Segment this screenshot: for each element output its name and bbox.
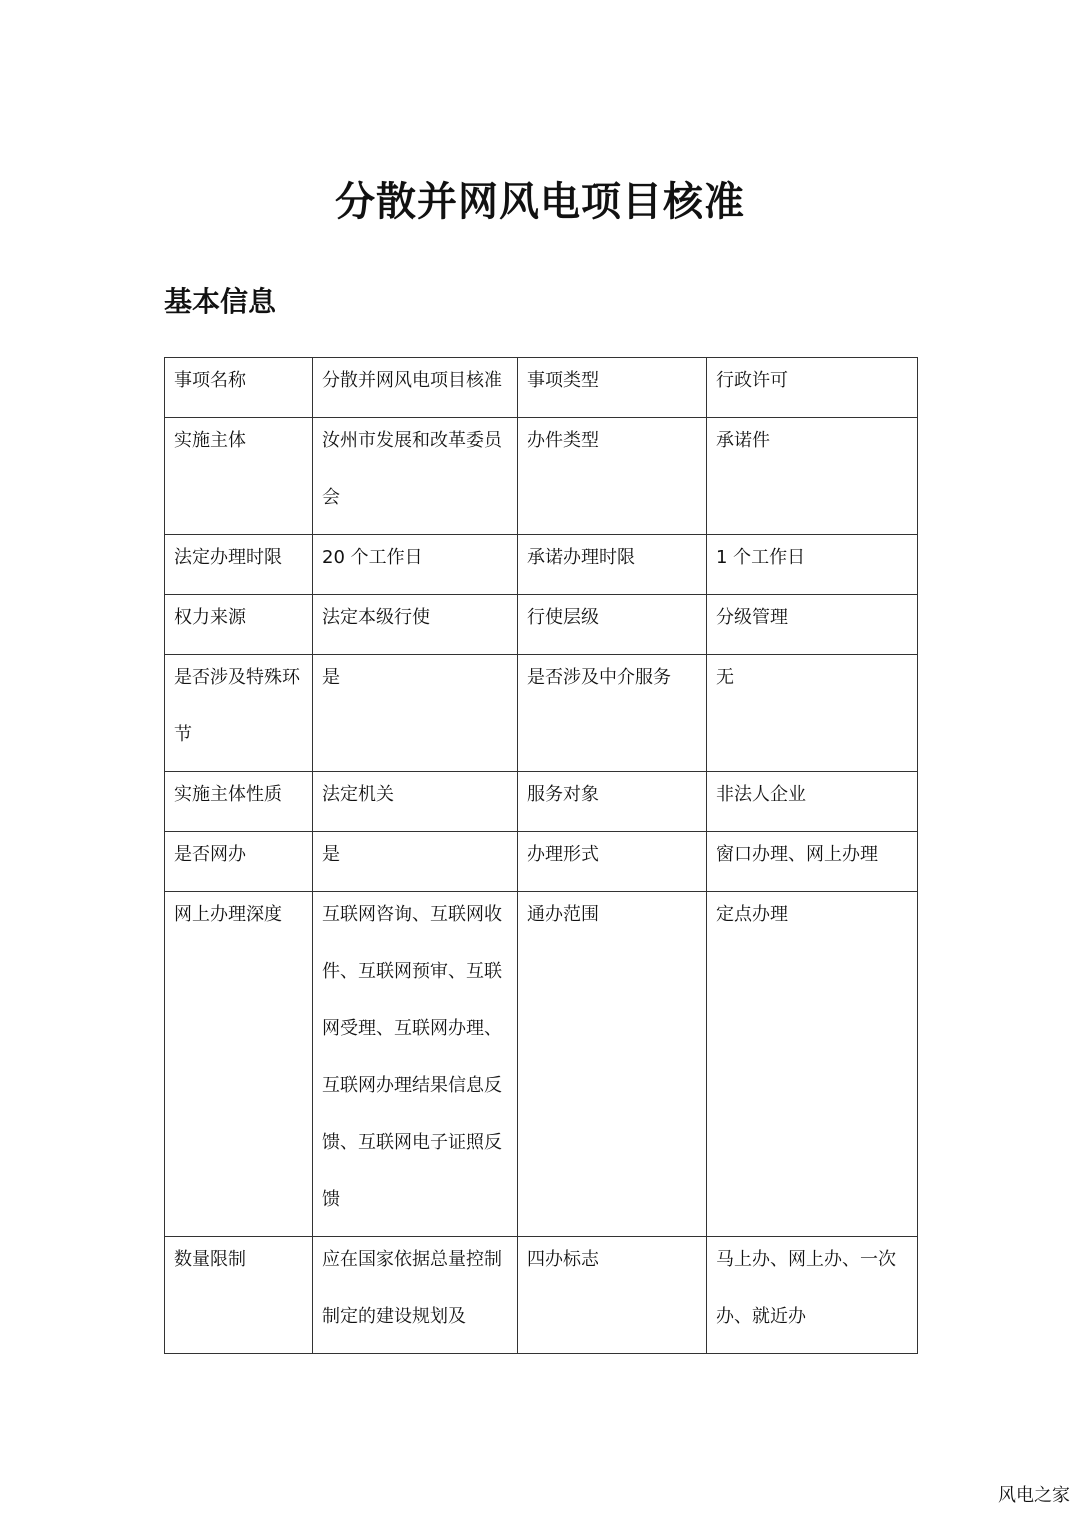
value-text: 马上办、网上办、一次办、就近办 xyxy=(716,1249,896,1327)
value-text: 分散并网风电项目核准 xyxy=(322,370,502,391)
basic-info-table xyxy=(164,357,918,1354)
value-text: 承诺件 xyxy=(716,430,770,451)
label-text: 数量限制 xyxy=(174,1249,246,1270)
value-text: 应在国家依据总量控制制定的建设规划及 xyxy=(322,1249,502,1327)
value-text: 分级管理 xyxy=(716,607,788,628)
table-row xyxy=(165,892,918,1237)
value-text: 互联网咨询、互联网收件、互联网预审、互联网受理、互联网办理、互联网办理结果信息反馈、互联网电子证照反馈 xyxy=(322,904,502,1210)
label-text: 承诺办理时限 xyxy=(527,547,635,568)
table-row xyxy=(165,1237,918,1354)
value-cell xyxy=(313,772,518,832)
label-text: 是否网办 xyxy=(174,844,246,865)
label-cell xyxy=(518,358,707,418)
value-text: 是 xyxy=(322,667,340,688)
label-text: 办理形式 xyxy=(527,844,599,865)
value-cell xyxy=(707,418,918,535)
value-text: 行政许可 xyxy=(716,370,788,391)
value-cell xyxy=(707,595,918,655)
label-text: 四办标志 xyxy=(527,1249,599,1270)
value-text: 定点办理 xyxy=(716,904,788,925)
label-cell xyxy=(518,772,707,832)
document-title: 分散并网风电项目核准 xyxy=(335,179,745,225)
table-row xyxy=(165,832,918,892)
label-cell xyxy=(518,892,707,1237)
section-heading-basic-info: 基本信息 xyxy=(164,285,277,318)
label-cell xyxy=(165,535,313,595)
label-text: 法定办理时限 xyxy=(174,547,282,568)
label-text: 事项类型 xyxy=(527,370,599,391)
label-cell xyxy=(165,832,313,892)
label-cell xyxy=(518,655,707,772)
table-row xyxy=(165,595,918,655)
label-cell xyxy=(165,595,313,655)
value-cell xyxy=(313,892,518,1237)
value-cell xyxy=(707,832,918,892)
label-text: 是否涉及特殊环节 xyxy=(174,667,300,745)
label-text: 通办范围 xyxy=(527,904,599,925)
label-text: 办件类型 xyxy=(527,430,599,451)
label-cell xyxy=(518,418,707,535)
label-cell xyxy=(165,892,313,1237)
label-cell xyxy=(165,358,313,418)
value-cell xyxy=(707,535,918,595)
value-text: 1 个工作日 xyxy=(716,547,806,568)
label-cell xyxy=(518,832,707,892)
table-row xyxy=(165,772,918,832)
value-cell xyxy=(313,418,518,535)
label-text: 行使层级 xyxy=(527,607,599,628)
label-cell xyxy=(165,418,313,535)
label-cell xyxy=(518,535,707,595)
value-text: 窗口办理、网上办理 xyxy=(716,844,878,865)
table-row xyxy=(165,358,918,418)
value-cell xyxy=(707,358,918,418)
value-text: 法定本级行使 xyxy=(322,607,430,628)
value-cell xyxy=(707,655,918,772)
value-text: 无 xyxy=(716,667,734,688)
label-text: 实施主体 xyxy=(174,430,246,451)
label-cell xyxy=(518,595,707,655)
label-cell xyxy=(165,772,313,832)
label-text: 服务对象 xyxy=(527,784,599,805)
value-cell xyxy=(313,1237,518,1354)
watermark-text: 风电之家 xyxy=(998,1485,1070,1506)
value-cell xyxy=(313,358,518,418)
table-row xyxy=(165,655,918,772)
value-cell xyxy=(707,772,918,832)
label-text: 是否涉及中介服务 xyxy=(527,667,671,688)
value-cell xyxy=(313,595,518,655)
table-row xyxy=(165,535,918,595)
value-text: 20 个工作日 xyxy=(322,547,423,568)
label-text: 事项名称 xyxy=(174,370,246,391)
value-cell xyxy=(707,1237,918,1354)
value-cell xyxy=(313,655,518,772)
value-cell xyxy=(313,535,518,595)
label-cell xyxy=(518,1237,707,1354)
label-cell xyxy=(165,1237,313,1354)
table-row xyxy=(165,418,918,535)
label-cell xyxy=(165,655,313,772)
label-text: 实施主体性质 xyxy=(174,784,282,805)
label-text: 权力来源 xyxy=(174,607,246,628)
value-cell xyxy=(313,832,518,892)
value-text: 汝州市发展和改革委员会 xyxy=(322,430,502,508)
value-cell xyxy=(707,892,918,1237)
value-text: 法定机关 xyxy=(322,784,394,805)
label-text: 网上办理深度 xyxy=(174,904,282,925)
value-text: 非法人企业 xyxy=(716,784,806,805)
value-text: 是 xyxy=(322,844,340,865)
